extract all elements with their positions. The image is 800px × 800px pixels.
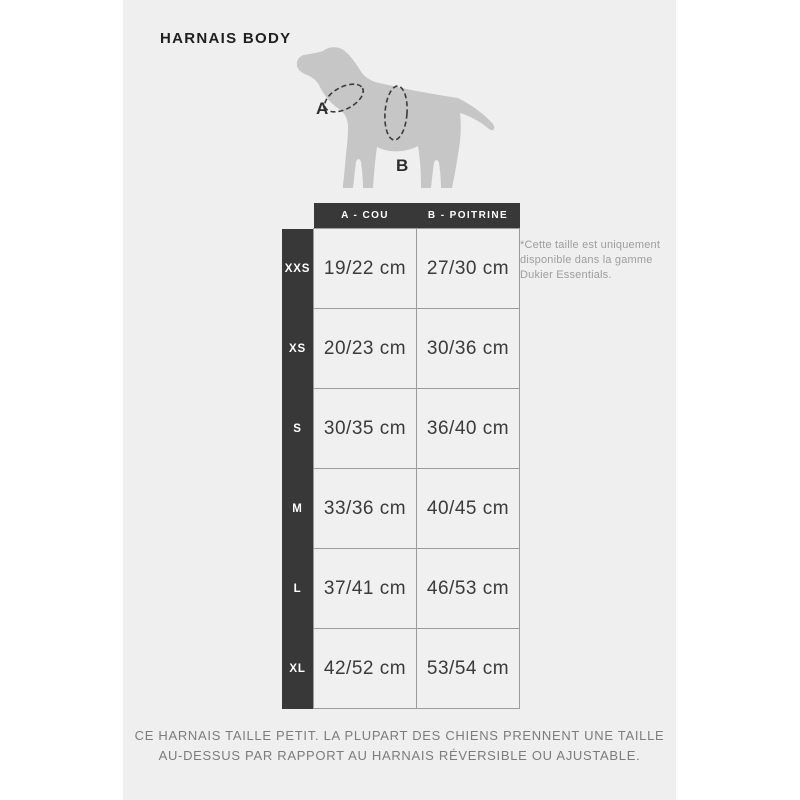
xxs-availability-note bbox=[520, 238, 660, 283]
column-header-chest: B - POITRINE bbox=[417, 203, 520, 229]
table-row bbox=[282, 229, 520, 309]
chest-value: 40/45 cm bbox=[417, 469, 520, 549]
chest-value: 27/30 cm bbox=[417, 229, 520, 309]
size-label: XXS bbox=[282, 229, 314, 309]
chest-value: 53/54 cm bbox=[417, 629, 520, 709]
neck-value: 20/23 cm bbox=[314, 309, 417, 389]
table-corner-spacer bbox=[282, 203, 314, 229]
chest-value: 36/40 cm bbox=[417, 389, 520, 469]
dog-silhouette-illustration bbox=[295, 42, 500, 192]
footer-line: CE HARNAIS TAILLE PETIT. LA PLUPART DES CHIENS PRENNENT UNE TAILLE bbox=[134, 728, 665, 743]
table-header-row bbox=[282, 203, 520, 229]
neck-value: 37/41 cm bbox=[314, 549, 417, 629]
neck-value: 30/35 cm bbox=[314, 389, 417, 469]
size-label: S bbox=[282, 389, 314, 469]
sizing-advice-text bbox=[123, 726, 676, 766]
note-line: disponible dans la gamme bbox=[520, 254, 653, 266]
neck-value: 42/52 cm bbox=[314, 629, 417, 709]
table-row bbox=[282, 389, 520, 469]
table-row bbox=[282, 309, 520, 389]
note-line: *Cette taille est uniquement bbox=[520, 239, 661, 251]
note-line: Dukier Essentials. bbox=[520, 269, 612, 281]
footer-line: AU-DESSUS PAR RAPPORT AU HARNAIS RÉVERSIBLE OU AJUSTABLE. bbox=[158, 748, 641, 763]
chest-measure-label: B bbox=[396, 156, 409, 175]
size-label: M bbox=[282, 469, 314, 549]
size-label: XS bbox=[282, 309, 314, 389]
neck-value: 33/36 cm bbox=[314, 469, 417, 549]
chest-value: 30/36 cm bbox=[417, 309, 520, 389]
page-title: HARNAIS BODY bbox=[160, 30, 292, 47]
size-table bbox=[282, 203, 520, 709]
table-row bbox=[282, 549, 520, 629]
neck-measure-label: A bbox=[316, 99, 329, 118]
table-row bbox=[282, 629, 520, 709]
size-label: XL bbox=[282, 629, 314, 709]
size-label: L bbox=[282, 549, 314, 629]
size-guide-panel bbox=[123, 0, 676, 800]
neck-value: 19/22 cm bbox=[314, 229, 417, 309]
table-row bbox=[282, 469, 520, 549]
chest-value: 46/53 cm bbox=[417, 549, 520, 629]
dog-measurement-diagram bbox=[295, 42, 500, 192]
column-header-neck: A - COU bbox=[314, 203, 417, 229]
